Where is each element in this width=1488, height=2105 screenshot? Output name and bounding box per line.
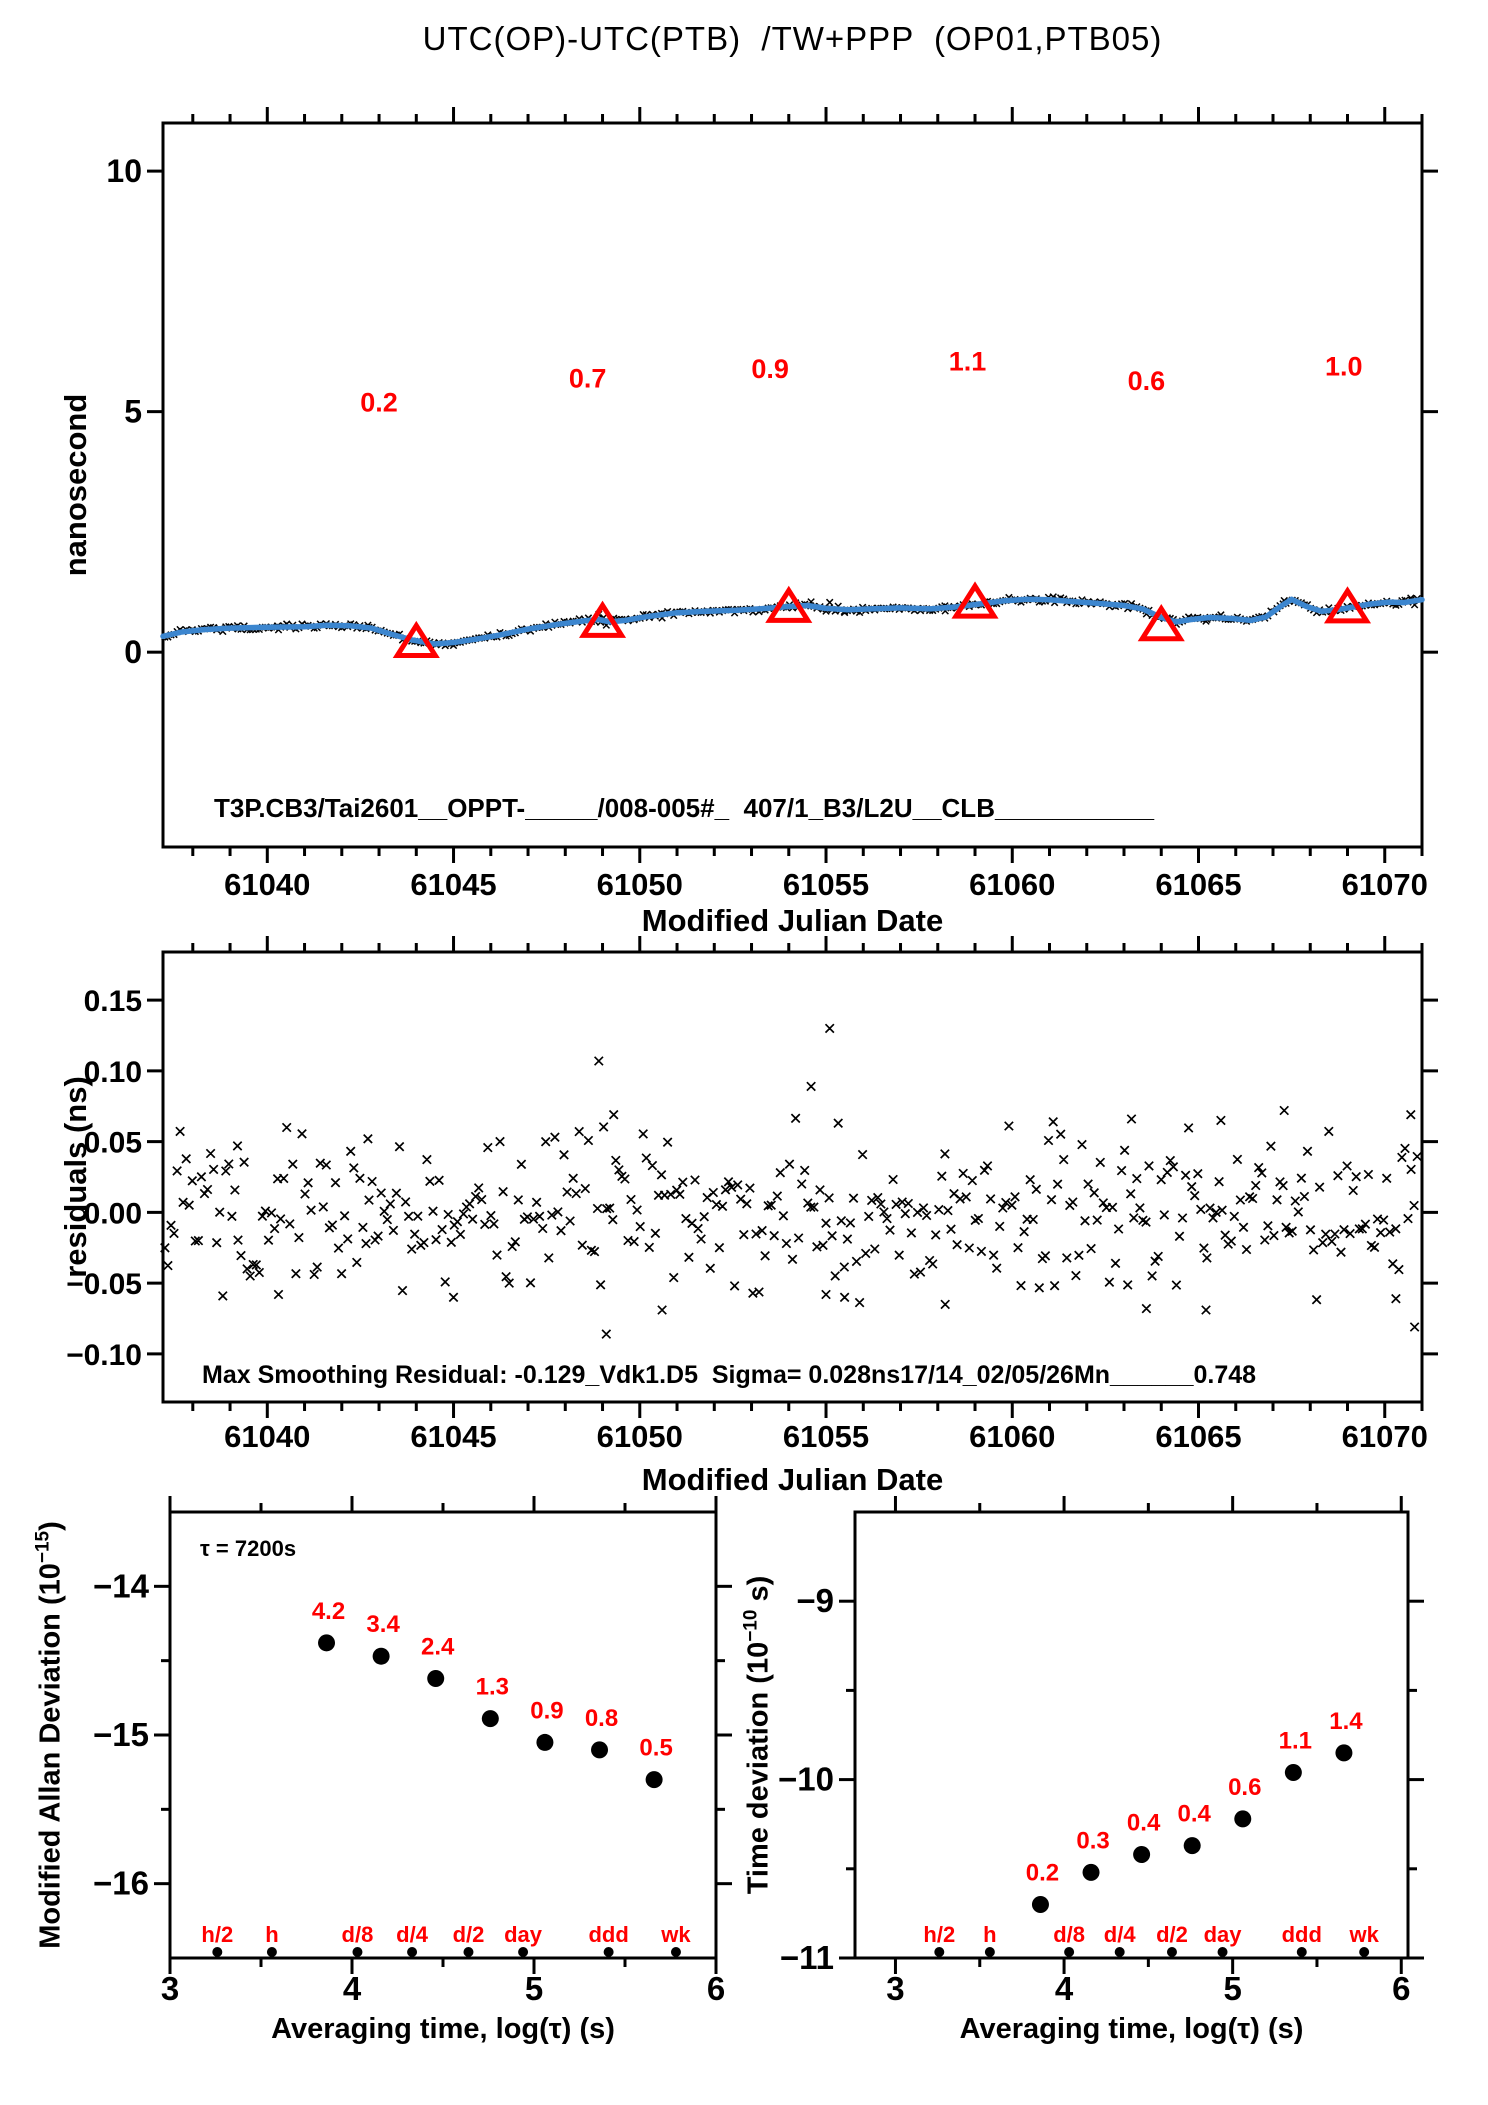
x-tick-label: 3 [886, 1970, 905, 2007]
x-tick-label: 6 [706, 1970, 726, 2007]
tau-marker-label: h [983, 1922, 997, 1947]
deviation-point [591, 1741, 608, 1758]
tdev-chart-data [923, 1708, 1379, 1957]
calibration-value-label: 0.2 [360, 387, 398, 418]
x-tick-label: 61060 [969, 867, 1056, 902]
residual-annotation: Max Smoothing Residual: -0.129_Vdk1.D5 Sigma= 0.028ns17/14_02/05/26Mn______0.748 [202, 1361, 1257, 1389]
calibration-value-label: 0.7 [568, 363, 607, 394]
y-axis-label-mdev [33, 1521, 68, 1949]
y-axis-label-tdev-post: s) [742, 1575, 775, 1610]
deviation-point [1133, 1846, 1150, 1863]
tau-marker-dot [1115, 1947, 1125, 1957]
deviation-point [646, 1771, 663, 1788]
x-axis-label-mdev: Averaging time, log(τ) (s) [271, 2013, 615, 2045]
residual-marks [161, 1024, 1422, 1338]
y-axis-label-tdev-sup: −10 [740, 1609, 762, 1642]
tau-marker-dot [267, 1947, 277, 1957]
tau-marker-dot [604, 1947, 614, 1957]
tau-marker-dot [463, 1947, 473, 1957]
y-axis-label-mdev-sup: −15 [32, 1530, 54, 1564]
deviation-value-label: 0.6 [1228, 1773, 1262, 1801]
y-tick-label: −10 [778, 1760, 834, 1798]
deviation-value-label: 0.9 [530, 1697, 564, 1725]
deviation-point [1285, 1764, 1302, 1781]
y-axis-label-tdev-pre: Time deviation (10 [742, 1641, 775, 1895]
deviation-value-label: 0.4 [1126, 1809, 1161, 1837]
tau-marker-dot [407, 1947, 417, 1957]
x-axis-label-tdev: Averaging time, log(τ) (s) [959, 2013, 1304, 2045]
tau-marker-label: day [504, 1922, 543, 1947]
tau-marker-label: d/2 [452, 1922, 485, 1947]
x-tick-label: 61040 [224, 1419, 311, 1454]
x-tick-label: 3 [160, 1970, 180, 2007]
x-tick-label: 6 [1392, 1970, 1411, 2007]
tau-marker-label: d/8 [341, 1922, 374, 1947]
x-tick-label: 61040 [224, 867, 311, 902]
deviation-point [1184, 1837, 1201, 1854]
tau-annotation: τ = 7200s [200, 1536, 297, 1561]
deviation-value-label: 0.3 [1076, 1827, 1110, 1855]
tau-marker-dot [1167, 1947, 1177, 1957]
y-tick-label: −16 [93, 1864, 149, 1902]
x-tick-label: 5 [524, 1970, 544, 2007]
y-tick-label: −9 [796, 1582, 834, 1620]
deviation-point [1234, 1810, 1251, 1827]
deviation-point [318, 1634, 335, 1651]
x-tick-label: 61055 [782, 1419, 870, 1454]
tau-marker-label: h [265, 1922, 279, 1947]
y-tick-label: 0.00 [83, 1197, 142, 1231]
tau-marker-label: d/4 [396, 1922, 428, 1947]
x-tick-label: 61065 [1155, 867, 1242, 902]
tau-marker-dot [212, 1947, 222, 1957]
tau-marker-label: d/2 [1156, 1922, 1188, 1947]
x-axis-label-mjd-top: Modified Julian Date [641, 903, 944, 938]
y-tick-label: 5 [124, 393, 142, 430]
deviation-value-label: 2.4 [421, 1633, 455, 1661]
calibration-value-label: 1.1 [948, 346, 987, 377]
x-tick-label: 61050 [596, 867, 683, 902]
y-tick-label: −0.05 [66, 1268, 142, 1302]
page-title: UTC(OP)-UTC(PTB) /TW+PPP (OP01,PTB05) [422, 20, 1163, 57]
tau-marker-label: d/8 [1053, 1922, 1086, 1947]
mdev-chart-data [201, 1598, 691, 1957]
deviation-value-label: 1.4 [1329, 1707, 1363, 1735]
tau-marker-dot [1359, 1947, 1369, 1957]
tau-marker-dot [1297, 1947, 1307, 1957]
y-axis-label-mdev-post: ) [34, 1521, 67, 1531]
deviation-point [1335, 1744, 1352, 1761]
deviation-value-label: 0.2 [1025, 1859, 1060, 1887]
tau-marker-dot [518, 1947, 528, 1957]
y-tick-label: −11 [779, 1939, 834, 1976]
tau-marker-label: day [1203, 1922, 1242, 1947]
tdev-chart-frame [778, 1496, 1424, 2007]
deviation-value-label: 1.1 [1278, 1727, 1313, 1755]
x-tick-label: 61060 [969, 1419, 1056, 1454]
x-tick-label: 61045 [410, 1419, 497, 1454]
x-tick-label: 4 [342, 1970, 362, 2007]
tau-marker-label: h/2 [923, 1922, 956, 1947]
deviation-value-label: 1.3 [475, 1673, 510, 1701]
y-tick-label: −14 [93, 1567, 149, 1605]
tau-marker-dot [985, 1947, 995, 1957]
tau-marker-label: h/2 [201, 1922, 234, 1947]
y-tick-label: 10 [106, 153, 142, 190]
y-tick-label: −15 [93, 1716, 149, 1753]
y-axis-label-mdev-pre: Modified Allan Deviation (10 [34, 1563, 67, 1949]
tau-marker-dot [352, 1947, 362, 1957]
deviation-value-label: 0.8 [584, 1704, 619, 1732]
calibration-value-label: 0.6 [1127, 365, 1166, 396]
deviation-value-label: 0.4 [1177, 1800, 1211, 1828]
deviation-point [1083, 1864, 1100, 1881]
deviation-point [482, 1710, 499, 1727]
x-tick-label: 61050 [596, 1419, 683, 1454]
y-tick-label: 0.05 [83, 1126, 142, 1160]
top-chart-data [162, 347, 1422, 656]
deviation-point [1032, 1896, 1049, 1913]
deviation-value-label: 3.4 [366, 1611, 400, 1639]
tau-marker-dot [1064, 1947, 1074, 1957]
y-tick-label: −0.10 [66, 1338, 142, 1372]
y-axis-label-residuals: residuals (ns) [58, 1076, 93, 1278]
tau-marker-label: ddd [588, 1922, 629, 1947]
deviation-point [536, 1734, 553, 1751]
top-chart-frame [106, 107, 1438, 902]
tau-marker-dot [934, 1947, 944, 1957]
residual-chart-data [161, 1024, 1422, 1338]
x-tick-label: 61070 [1341, 1419, 1428, 1454]
y-axis-label-nanosecond: nanosecond [58, 393, 93, 577]
calibration-value-label: 1.0 [1325, 351, 1363, 382]
deviation-point [373, 1648, 390, 1665]
tau-marker-label: ddd [1281, 1922, 1322, 1947]
tau-marker-label: d/4 [1103, 1922, 1136, 1947]
deviation-value-label: 0.5 [639, 1734, 673, 1762]
deviation-value-label: 4.2 [311, 1597, 346, 1625]
y-tick-label: 0.10 [83, 1055, 142, 1089]
y-tick-label: 0.15 [83, 985, 142, 1019]
x-tick-label: 61055 [782, 867, 870, 902]
x-axis-label-mjd-residuals: Modified Julian Date [641, 1462, 944, 1497]
tau-marker-dot [1218, 1947, 1228, 1957]
deviation-point [427, 1670, 444, 1687]
x-tick-label: 61070 [1341, 867, 1428, 902]
tau-marker-label: wk [1349, 1922, 1379, 1947]
x-tick-label: 61045 [410, 867, 497, 902]
y-axis-label-tdev [741, 1576, 776, 1895]
tau-marker-label: wk [661, 1922, 691, 1947]
x-tick-label: 61065 [1155, 1419, 1242, 1454]
tau-marker-dot [671, 1947, 681, 1957]
x-tick-label: 5 [1223, 1970, 1242, 2007]
top-chart-annotation: T3P.CB3/Tai2601__OPPT-_____/008-005#_ 407/1_B3/L2U__CLB___________ [214, 793, 1155, 823]
x-tick-label: 4 [1054, 1970, 1074, 2007]
calibration-value-label: 0.9 [751, 353, 789, 384]
y-tick-label: 0 [124, 634, 142, 671]
